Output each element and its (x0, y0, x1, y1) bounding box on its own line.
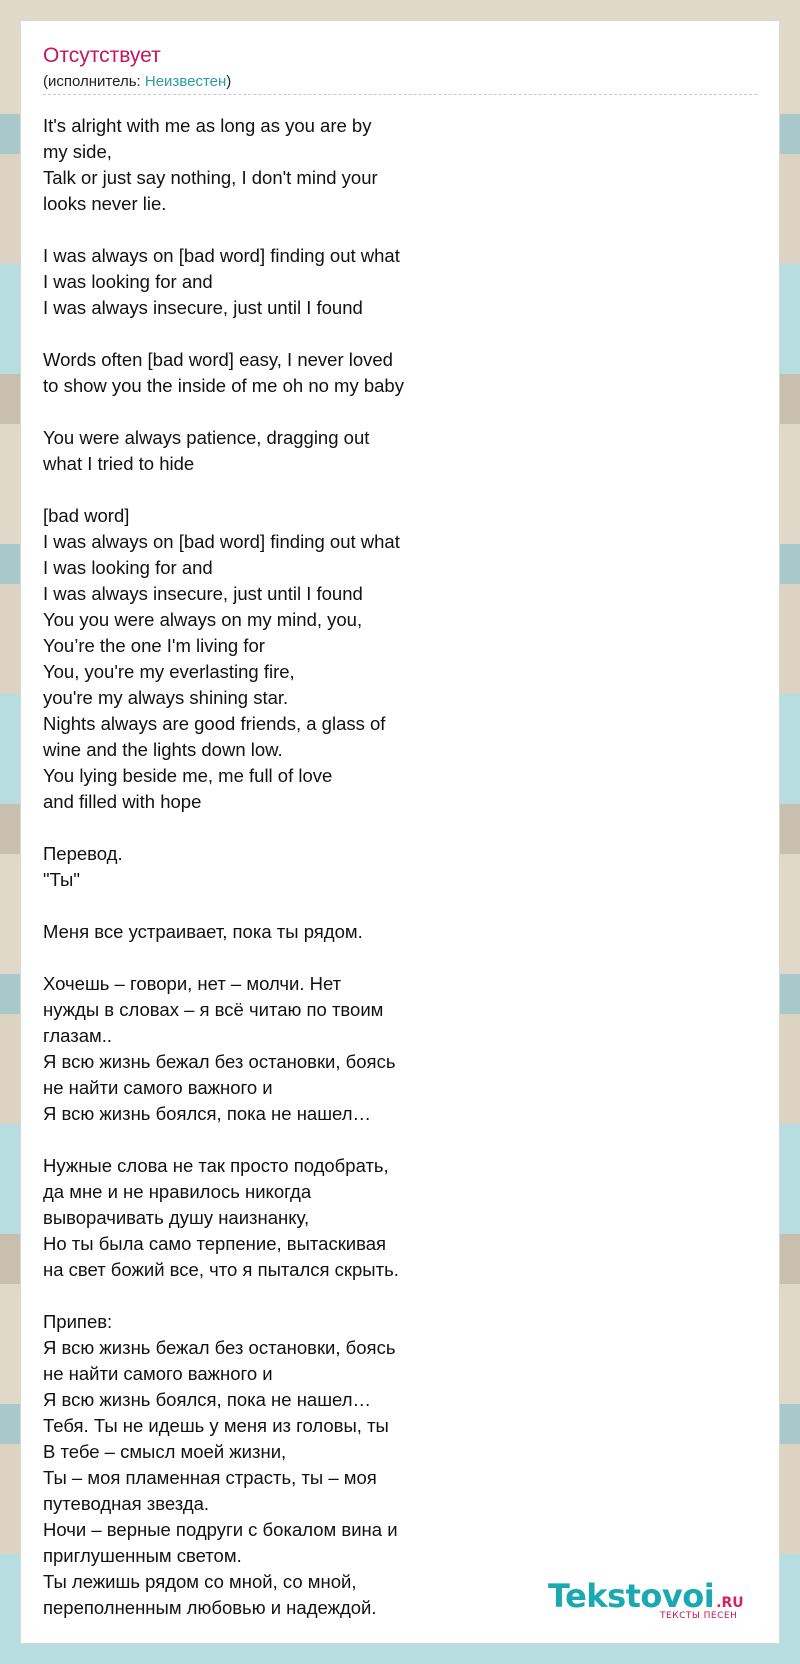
artist-suffix: ) (226, 73, 232, 90)
logo-wordmark: Tekstovoi (548, 1577, 715, 1615)
lyrics-text: It's alright with me as long as you are by my side, Talk or just say nothing, I don't mind your looks never lie. I was always on [bad word] finding out what I was looking for and I was always insecure, just until I found Words often [bad word] easy, I never loved to show you the inside of me oh no my baby You were always patience, dragging out what I tried to hide [bad word] I was always on [bad word] finding out what I was looking for and I was always insecure, just until I found You you were always on my mind, you, You’re the one I'm living for You, you're my everlasting fire, you're my always shining star. Nights always are good friends, a glass of wine and the lights down low. You lying beside me, me full of love and filled with hope Перевод. "Ты" Меня все устраивает, пока ты рядом. Хочешь – говори, нет – молчи. Нет нужды в словах – я всё читаю по твоим глазам.. Я всю жизнь бежал без остановки, боясь не найти самого важного и Я всю жизнь боялся, пока не нашел… Нужные слова не так просто подобрать, да мне и не нравилось никогда выворачивать душу наизнанку, Но ты была само терпение, вытаскивая на свет божий все, что я пытался скрыть. Припев: Я всю жизнь бежал без остановки, боясь не найти самого важного и Я всю жизнь боялся, пока не нашел… Тебя. Ты не идешь у меня из головы, ты В тебе – смысл моей жизни, Ты – моя пламенная страсть, ты – моя путеводная звезда. Ночи – верные подруги с бокалом вина и приглушенным светом. Ты лежишь рядом со мной, со мной, переполненным любовью и надеждой. (43, 115, 404, 1618)
artist-link[interactable]: Неизвестен (144, 73, 227, 90)
song-title: Отсутствует (43, 44, 161, 67)
lyrics-card (20, 20, 780, 1644)
logo-domain: .RU (716, 1595, 744, 1611)
artist-line (43, 73, 231, 91)
header-divider (43, 94, 757, 95)
site-logo[interactable] (548, 1577, 744, 1621)
logo-tagline: ТЕКСТЫ ПЕСЕН (660, 1611, 738, 1621)
artist-prefix: (исполнитель: (43, 73, 145, 90)
